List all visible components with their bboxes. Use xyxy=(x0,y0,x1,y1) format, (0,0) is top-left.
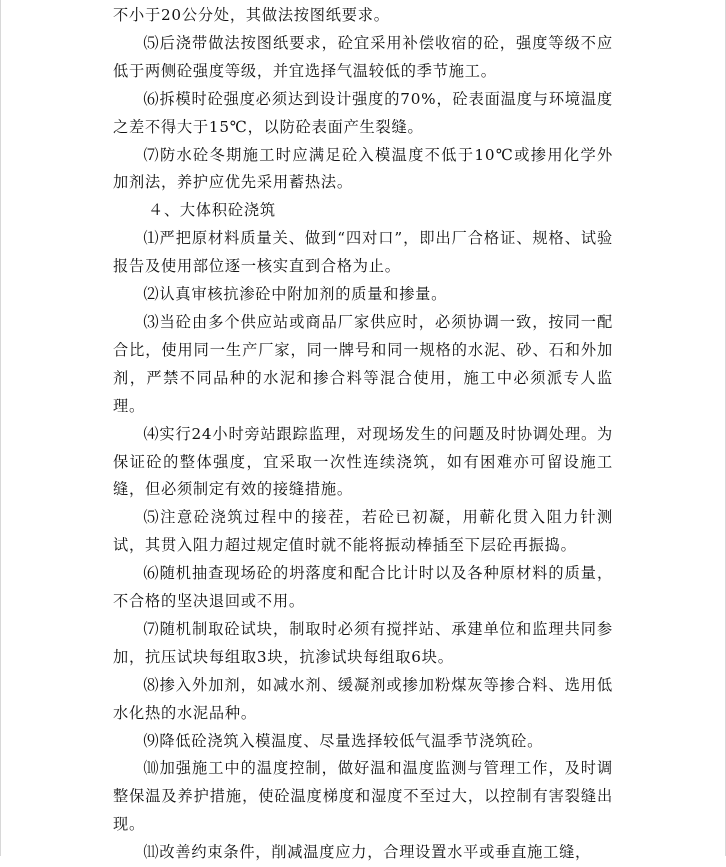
paragraph-7-winter-construction: ⑺防水砼冬期施工时应满足砼入模温度不低于10℃或掺用化学外加剂法，养护应优先采用蓄热法。 xyxy=(113,145,613,192)
paragraph-9-pour-temperature: ⑼降低砼浇筑入模温度、尽量选择较低气温季节浇筑砼。 xyxy=(143,731,544,750)
paragraph-3-multiple-suppliers: ⑶当砼由多个供应站或商品厂家供应时，必须协调一致，按同一配合比，使用同一生产厂家，同一牌号和同一规格的水泥、砂、石和外加剂，严禁不同品种的水泥和掺合料等混合使用，施工中必须派专人监理。 xyxy=(113,312,613,415)
paragraph-11-constraint-conditions: ⑾改善约束条件，削减温度应力，合理设置水平或垂直施工缝， xyxy=(143,843,592,862)
paragraph-2-admixture-review: ⑵认真审核抗渗砼中附加剂的质量和掺量。 xyxy=(143,285,448,304)
document-body xyxy=(113,2,613,867)
paragraph-continuation: 不小于20公分处，其做法按图纸要求。 xyxy=(113,6,390,24)
paragraph-1-raw-material-quality: ⑴严把原材料质量关、做到“四对口”，即出厂合格证、规格、试验报告及使用部位逐一核实直到合格为止。 xyxy=(113,229,613,276)
paragraph-5-post-pour-strip: ⑸后浇带做法按图纸要求，砼宜采用补偿收宿的砼，强度等级不应低于两侧砼强度等级，并宜选择气温较低的季节施工。 xyxy=(113,33,613,80)
section-heading-mass-concrete: ４、大体积砼浇筑 xyxy=(147,201,276,220)
paragraph-8-admixtures: ⑻掺入外加剂，如减水剂、缓凝剂或掺加粉煤灰等掺合料、选用低水化热的水泥品种。 xyxy=(113,675,613,722)
paragraph-6-formwork-removal: ⑹拆模时砼强度必须达到设计强度的70%，砼表面温度与环境温度之差不得大于15℃，以防砼表面产生裂缝。 xyxy=(113,89,613,136)
paragraph-6-slump-check: ⑹随机抽查现场砼的坍落度和配合比计时以及各种原材料的质量，不合格的坚决退回或不用。 xyxy=(113,564,613,611)
paragraph-4-supervision: ⑷实行24小时旁站跟踪监理，对现场发生的问题及时协调处理。为保证砼的整体强度，宜采取一次性连续浇筑，如有困难亦可留设施工缝，但必须制定有效的接缝措施。 xyxy=(113,424,613,499)
paragraph-10-temperature-control: ⑽加强施工中的温度控制，做好温和温度监测与管理工作，及时调整保温及养护措施，使砼温度梯度和湿度不至过大，以控制有害裂缝出现。 xyxy=(113,759,613,834)
paragraph-7-test-blocks: ⑺随机制取砼试块，制取时必须有搅拌站、承建单位和监理共同参加，抗压试块每组取3块，抗渗试块每组取6块。 xyxy=(113,619,613,666)
paragraph-5-joint-handling: ⑸注意砼浇筑过程中的接茬，若砼已初凝，用蕲化贯入阻力针测试，其贯入阻力超过规定值时就不能将振动棒插至下层砼再振捣。 xyxy=(113,508,613,555)
